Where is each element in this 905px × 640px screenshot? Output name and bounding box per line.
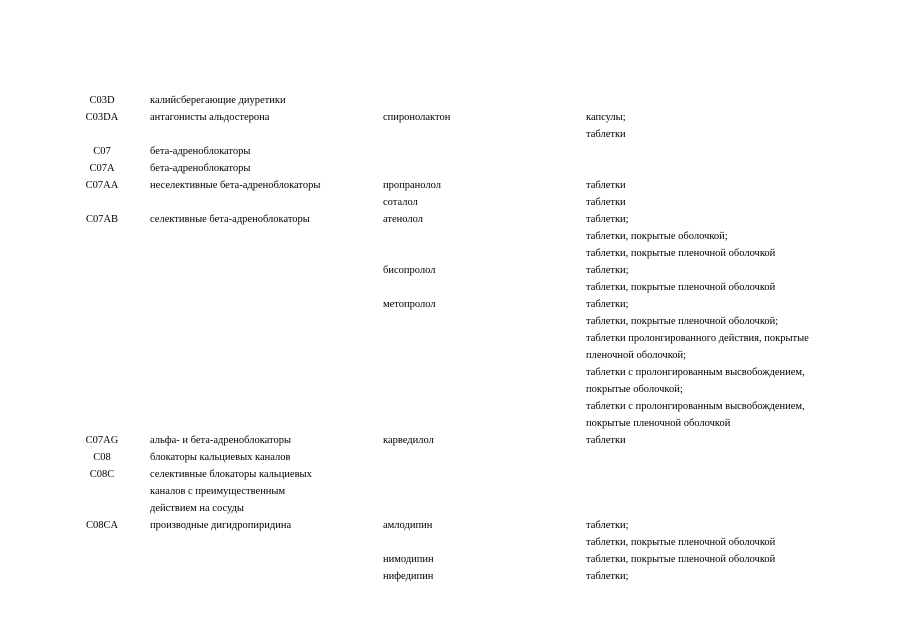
- dosage-form-cell: таблетки с пролонгированным высвобождением,: [586, 401, 805, 412]
- dosage-form-cell: таблетки: [586, 180, 626, 191]
- table-row: [0, 398, 905, 415]
- group-name-cell: каналов с преимущественным: [150, 486, 286, 497]
- group-name-cell: неселективные бета-адреноблокаторы: [150, 180, 321, 191]
- dosage-form-cell: таблетки, покрытые пленочной оболочкой: [586, 282, 776, 293]
- drug-name-cell: бисопролол: [383, 265, 436, 276]
- table-row: [0, 364, 905, 381]
- dosage-form-cell: таблетки;: [586, 520, 629, 531]
- table-row: [0, 296, 905, 313]
- table-row: [0, 432, 905, 449]
- table-row: [0, 551, 905, 568]
- dosage-form-cell: покрытые пленочной оболочкой: [586, 418, 731, 429]
- group-name-cell: антагонисты альдостерона: [150, 112, 270, 123]
- atc-code-cell: C07: [93, 146, 111, 157]
- drug-name-cell: спиронолактон: [383, 112, 451, 123]
- atc-code-cell: C03DA: [85, 112, 119, 123]
- dosage-form-cell: покрытые оболочкой;: [586, 384, 683, 395]
- atc-code-cell: C07A: [89, 163, 115, 174]
- dosage-form-cell: таблетки, покрытые оболочкой;: [586, 231, 728, 242]
- drug-classification-table: [0, 92, 905, 585]
- drug-name-cell: нифедипин: [383, 571, 434, 582]
- dosage-form-cell: таблетки с пролонгированным высвобождением,: [586, 367, 805, 378]
- atc-code-cell: C07AA: [85, 180, 119, 191]
- dosage-form-cell: таблетки: [586, 129, 626, 140]
- table-row: [0, 534, 905, 551]
- dosage-form-cell: таблетки: [586, 197, 626, 208]
- atc-code-cell: C07AB: [85, 214, 119, 225]
- table-row: [0, 194, 905, 211]
- table-row: [0, 126, 905, 143]
- group-name-cell: действием на сосуды: [150, 503, 244, 514]
- table-row: [0, 313, 905, 330]
- dosage-form-cell: таблетки;: [586, 265, 629, 276]
- drug-name-cell: пропранолол: [383, 180, 441, 191]
- table-row: [0, 160, 905, 177]
- group-name-cell: калийсберегающие диуретики: [150, 95, 286, 106]
- table-row: [0, 245, 905, 262]
- atc-code-cell: C07AG: [85, 435, 119, 446]
- table-row: [0, 109, 905, 126]
- dosage-form-cell: пленочной оболочкой;: [586, 350, 687, 361]
- table-row: [0, 466, 905, 483]
- group-name-cell: производные дигидропиридина: [150, 520, 292, 531]
- atc-code-cell: C03D: [89, 95, 115, 106]
- drug-name-cell: амлодипин: [383, 520, 433, 531]
- group-name-cell: бета-адреноблокаторы: [150, 163, 251, 174]
- dosage-form-cell: капсулы;: [586, 112, 626, 123]
- table-row: [0, 228, 905, 245]
- table-row: [0, 262, 905, 279]
- table-row: [0, 568, 905, 585]
- group-name-cell: селективные бета-адреноблокаторы: [150, 214, 310, 225]
- drug-name-cell: атенолол: [383, 214, 423, 225]
- group-name-cell: альфа- и бета-адреноблокаторы: [150, 435, 292, 446]
- drug-name-cell: нимодипин: [383, 554, 434, 565]
- table-row: [0, 381, 905, 398]
- dosage-form-cell: таблетки;: [586, 214, 629, 225]
- table-row: [0, 211, 905, 228]
- table-row: [0, 449, 905, 466]
- dosage-form-cell: таблетки, покрытые пленочной оболочкой: [586, 554, 776, 565]
- table-row: [0, 483, 905, 500]
- group-name-cell: бета-адреноблокаторы: [150, 146, 251, 157]
- table-row: [0, 177, 905, 194]
- table-row: [0, 517, 905, 534]
- dosage-form-cell: таблетки, покрытые пленочной оболочкой;: [586, 316, 779, 327]
- table-row: [0, 347, 905, 364]
- dosage-form-cell: таблетки: [586, 435, 626, 446]
- dosage-form-cell: таблетки, покрытые пленочной оболочкой: [586, 537, 776, 548]
- table-row: [0, 92, 905, 109]
- drug-name-cell: соталол: [383, 197, 418, 208]
- dosage-form-cell: таблетки;: [586, 299, 629, 310]
- dosage-form-cell: таблетки пролонгированного действия, покрытые: [586, 333, 809, 344]
- dosage-form-cell: таблетки, покрытые пленочной оболочкой: [586, 248, 776, 259]
- table-row: [0, 500, 905, 517]
- group-name-cell: блокаторы кальциевых каналов: [150, 452, 291, 463]
- dosage-form-cell: таблетки;: [586, 571, 629, 582]
- atc-code-cell: C08C: [89, 469, 115, 480]
- atc-code-cell: C08: [93, 452, 111, 463]
- group-name-cell: селективные блокаторы кальциевых: [150, 469, 312, 480]
- table-row: [0, 279, 905, 296]
- drug-name-cell: карведилол: [383, 435, 434, 446]
- atc-code-cell: C08CA: [85, 520, 119, 531]
- drug-name-cell: метопролол: [383, 299, 436, 310]
- table-row: [0, 143, 905, 160]
- table-row: [0, 330, 905, 347]
- table-row: [0, 415, 905, 432]
